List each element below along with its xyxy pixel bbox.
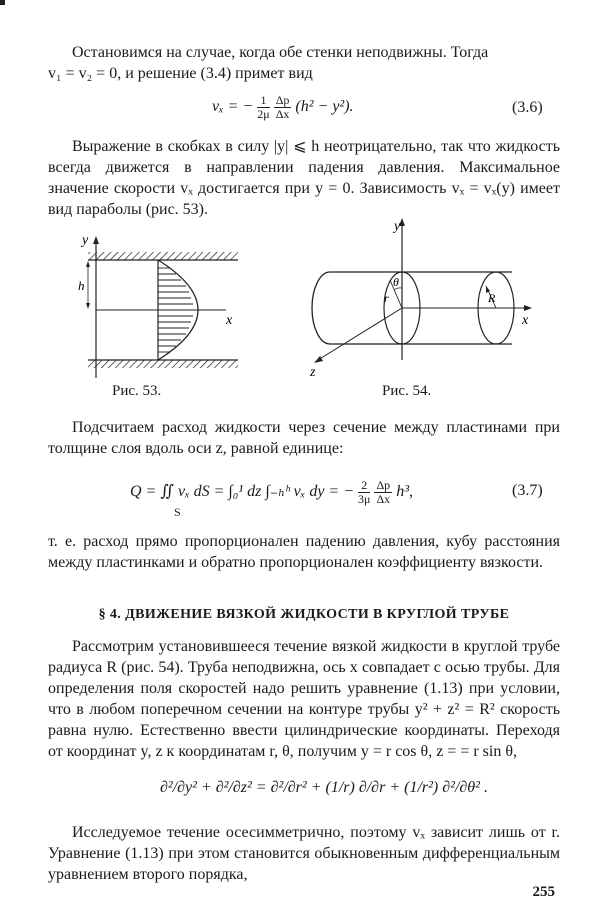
figure-53-caption: Рис. 53.	[112, 383, 162, 399]
eq36-lhs: vₓ = −	[212, 98, 254, 116]
fig53-h-label: h	[78, 278, 85, 293]
eq36-frac1-num: 1	[257, 94, 269, 108]
paragraph-conclusion: т. е. расход прямо пропорционален падению давления, кубу расстояния между пластинками и обратно пропорционален коэффициенту вязкости.	[48, 533, 560, 571]
fig54-r-label: r	[384, 291, 389, 305]
section-heading: § 4. ДВИЖЕНИЕ ВЯЗКОЙ ЖИДКОСТИ В КРУГЛОЙ ТРУБЕ	[98, 607, 510, 622]
eq37-frac1-den: 3μ	[358, 492, 371, 506]
figure-53-diagram	[78, 228, 248, 383]
corner-mark	[0, 0, 5, 5]
paragraph-flow-rate: Подсчитаем расход жидкости через сечение между пластинами при толщине слоя вдоль оси z, равной единице:	[48, 419, 560, 457]
eq37-frac2-num: Δp	[376, 478, 391, 492]
paragraph-parabola: Выражение в скобках в силу |y| ⩽ h неотрицательно, так что жидкость всегда движется в направлении падения давления. Максимальное значение скорости vₓ достигается при y = 0. Зависимость vₓ = vₓ(y) имеет вид параболы (рис. 53).	[48, 138, 560, 218]
equation-laplacian: ∂²/∂y² + ∂²/∂z² = ∂²/∂r² + (1/r) ∂/∂r + (1/r²) ∂²/∂θ² .	[160, 779, 488, 796]
eq37-frac-2	[374, 479, 392, 506]
intro-line-2: v₁ = v₂ = 0, и решение (3.4) примет вид	[48, 65, 313, 82]
eq36-frac1-den: 2μ	[257, 107, 270, 121]
eq37-frac2-den: Δx	[376, 492, 391, 506]
fig54-theta-label: θ	[393, 275, 399, 289]
eq37-frac-1	[358, 479, 370, 506]
paragraph-intro	[48, 42, 560, 63]
eq36-frac2-num: Δp	[275, 93, 290, 107]
figure-54-diagram	[290, 210, 550, 380]
fig54-x-label: x	[522, 313, 529, 328]
eq37-number: (3.7)	[512, 482, 543, 499]
eq37-main: Q = ∬ vₓ dS = ∫₀¹ dz ∫₋ₕʰ vₓ dy = −	[130, 483, 355, 501]
figure-54-caption: Рис. 54.	[382, 383, 432, 399]
paragraph-axisymmetric: Исследуемое течение осесимметрично, поэтому vₓ зависит лишь от r. Уравнение (1.13) при этом становится обыкновенным дифференциальным уравнением второго порядка,	[48, 824, 560, 883]
page-number: 255	[532, 884, 555, 900]
eq36-frac-2	[274, 94, 292, 121]
fig54-y-label: y	[394, 219, 401, 234]
eq37-frac1-num: 2	[358, 479, 370, 493]
fig53-x-label: x	[226, 313, 233, 328]
eq36-rest: (h² − y²).	[295, 98, 354, 116]
eq36-frac2-den: Δx	[275, 107, 290, 121]
eq37-integral-subscript: S	[174, 505, 181, 519]
equation-3-7	[130, 479, 413, 506]
intro-line-1: Остановимся на случае, когда обе стенки неподвижны. Тогда	[72, 44, 489, 61]
fig53-y-label: y	[82, 233, 89, 248]
fig54-z-label: z	[310, 365, 316, 380]
paragraph-round-pipe: Рассмотрим установившееся течение вязкой жидкости в круглой трубе радиуса R (рис. 54). Труба неподвижна, ось x совпадает с осью трубы. Для определения поля скоростей надо решить уравнение (1.13) при условии, что в любом поперечном сечении на контуре трубы y² + z² = R² скорость равна нулю. Естественно ввести цилиндрические координаты. Переходя от координат y, z к координатам r, θ, получим y = r cos θ, z = = r sin θ,	[48, 638, 560, 760]
fig54-R-label: R	[488, 291, 496, 305]
eq36-number: (3.6)	[512, 99, 543, 116]
eq36-frac-1	[257, 94, 269, 121]
eq37-tail: h³,	[396, 483, 413, 501]
equation-3-6	[212, 94, 354, 121]
